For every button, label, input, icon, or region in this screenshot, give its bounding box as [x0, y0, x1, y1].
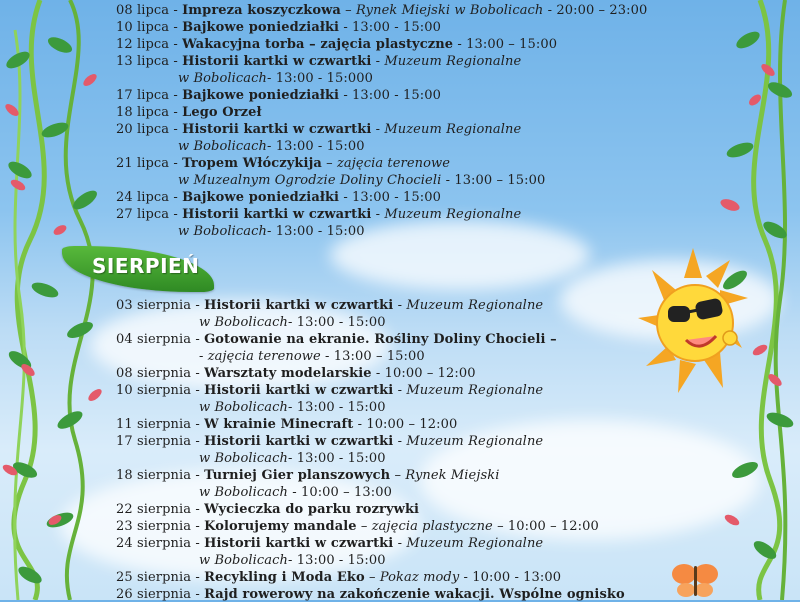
schedule-entry — [116, 298, 543, 313]
entry-date: 10 sierpnia - — [116, 383, 205, 398]
entry-title: Gotowanie na ekranie. Rośliny Doliny Chocieli – — [204, 332, 557, 347]
entry-place: Muzeum Regionalne — [406, 298, 544, 313]
entry-title: Bajkowe poniedziałki — [182, 190, 340, 205]
entry-place: w Bobolicach — [199, 400, 288, 415]
entry-time: - 13:00 – 15:00 — [441, 173, 546, 188]
entry-separator: - — [393, 383, 407, 398]
schedule-entry — [116, 434, 543, 449]
entry-date: 17 sierpnia - — [116, 434, 205, 449]
entry-date: 10 lipca - — [116, 20, 183, 35]
schedule-entry — [116, 105, 262, 120]
entry-place: w Bobolicach — [178, 224, 267, 239]
sun-with-sunglasses-icon — [638, 248, 748, 398]
entry-time: - 13:00 - 15:00 — [288, 451, 386, 466]
entry-time: - 13:00 - 15:00 — [267, 139, 365, 154]
entry-title: Recykling i Moda Eko — [204, 570, 365, 585]
entry-place: w Muzealnym Ogrodzie Doliny Chocieli — [178, 173, 442, 188]
entry-date: 22 sierpnia - — [116, 502, 205, 517]
schedule-entry-continuation — [178, 173, 545, 188]
schedule-entry — [116, 502, 419, 517]
entry-place: Rynek Miejski w Bobolicach — [356, 3, 544, 18]
entry-place: Muzeum Regionalne — [406, 383, 544, 398]
entry-title: Historii kartki w czwartki — [182, 122, 372, 137]
entry-title: Historii kartki w czwartki — [182, 207, 372, 222]
entry-time: - 13:00 - 15:00 — [339, 190, 441, 205]
entry-place: Muzeum Regionalne — [384, 54, 522, 69]
schedule-entry — [116, 536, 543, 551]
entry-date: 08 sierpnia - — [116, 366, 205, 381]
schedule-entry-continuation — [199, 349, 425, 364]
entry-title: Historii kartki w czwartki — [204, 536, 394, 551]
entry-place: Muzeum Regionalne — [406, 434, 544, 449]
entry-time: - 13:00 – 15:00 — [453, 37, 558, 52]
entry-date: 17 lipca - — [116, 88, 183, 103]
schedule-entry-continuation — [199, 553, 386, 568]
schedule-entry-continuation — [199, 485, 392, 500]
entry-title: Historii kartki w czwartki — [204, 298, 394, 313]
entry-title: Historii kartki w czwartki — [204, 434, 394, 449]
entry-separator: – — [321, 156, 337, 171]
schedule-entry — [116, 88, 441, 103]
schedule-entry-continuation — [178, 224, 365, 239]
entry-place: w Bobolicach — [199, 315, 288, 330]
entry-place: w Bobolicach — [178, 71, 267, 86]
entry-time: - 10:00 - 13:00 — [459, 570, 562, 585]
entry-place: Muzeum Regionalne — [384, 207, 522, 222]
entry-date: 08 lipca - — [116, 3, 183, 18]
entry-time: - 13:00 - 15:00 — [339, 88, 441, 103]
month-heading-august: SIERPIEŃ — [92, 254, 200, 278]
entry-date: 21 lipca - — [116, 156, 183, 171]
schedule-entry-continuation — [178, 139, 365, 154]
schedule-entry-continuation — [178, 71, 373, 86]
entry-date: 12 lipca - — [116, 37, 183, 52]
schedule-entry — [116, 190, 441, 205]
schedule-entry — [116, 468, 500, 483]
schedule-entry — [116, 417, 457, 432]
entry-separator: - — [371, 54, 385, 69]
entry-date: 24 lipca - — [116, 190, 183, 205]
entry-title: Historii kartki w czwartki — [182, 54, 372, 69]
entry-title: W krainie Minecraft — [204, 417, 354, 432]
entry-time: - 13:00 - 15:000 — [267, 71, 373, 86]
schedule-entry — [116, 332, 557, 347]
entry-separator: – — [340, 3, 356, 18]
entry-date: 18 sierpnia - — [116, 468, 205, 483]
entry-time: - 13:00 - 15:00 — [288, 400, 386, 415]
entry-title: Impreza koszyczkowa — [182, 3, 341, 18]
entry-time: - 13:00 – 15:00 — [320, 349, 425, 364]
schedule-entry — [116, 3, 647, 18]
entry-date: 25 sierpnia - — [116, 570, 205, 585]
schedule-entry — [116, 37, 557, 52]
entry-date: 27 lipca - — [116, 207, 183, 222]
entry-separator: - — [371, 207, 385, 222]
butterfly-icon — [670, 560, 720, 600]
schedule-entry-continuation — [199, 315, 386, 330]
schedule-entry — [116, 20, 441, 35]
entry-title: Turniej Gier planszowych — [204, 468, 391, 483]
schedule-entry — [116, 207, 521, 222]
entry-date: 13 lipca - — [116, 54, 183, 69]
entry-date: 18 lipca - — [116, 105, 183, 120]
entry-date: 23 sierpnia - — [116, 519, 205, 534]
entry-date: 26 sierpnia - — [116, 587, 205, 602]
entry-place: Muzeum Regionalne — [384, 122, 522, 137]
entry-separator: – — [390, 468, 406, 483]
entry-time: - 13:00 - 15:00 — [288, 553, 386, 568]
entry-date: 20 lipca - — [116, 122, 183, 137]
entry-time: - 13:00 - 15:00 — [267, 224, 365, 239]
schedule-entry — [116, 519, 599, 534]
entry-place: Pokaz mody — [379, 570, 460, 585]
entry-place: Muzeum Regionalne — [406, 536, 544, 551]
entry-title: Kolorujemy mandale — [204, 519, 357, 534]
schedule-entry-continuation — [199, 400, 386, 415]
entry-title: Wakacyjna torba – zajęcia plastyczne — [182, 37, 454, 52]
entry-date: 24 sierpnia - — [116, 536, 205, 551]
entry-place: w Bobolicach — [199, 451, 288, 466]
entry-time: – 10:00 – 12:00 — [492, 519, 599, 534]
schedule-entry — [116, 54, 521, 69]
entry-time: - 13:00 - 15:00 — [339, 20, 441, 35]
schedule-entry — [116, 122, 521, 137]
entry-date: 03 sierpnia - — [116, 298, 205, 313]
entry-time: - 13:00 - 15:00 — [288, 315, 386, 330]
entry-separator: - — [393, 434, 407, 449]
entry-separator: – — [356, 519, 372, 534]
entry-place: w Bobolicach — [199, 485, 288, 500]
entry-place: Rynek Miejski — [405, 468, 500, 483]
entry-date: 11 sierpnia - — [116, 417, 205, 432]
cloud — [330, 220, 590, 290]
schedule-entry — [116, 383, 543, 398]
entry-title: Historii kartki w czwartki — [204, 383, 394, 398]
entry-place: w Bobolicach — [199, 553, 288, 568]
entry-title: Wycieczka do parku rozrywki — [204, 502, 420, 517]
entry-title: Tropem Włóczykija — [182, 156, 322, 171]
entry-place: - zajęcia terenowe — [199, 349, 321, 364]
schedule-entry — [116, 570, 561, 585]
entry-separator: – — [364, 570, 380, 585]
entry-title: Bajkowe poniedziałki — [182, 88, 340, 103]
vine-decoration-left — [0, 0, 120, 600]
entry-title: Warsztaty modelarskie — [204, 366, 372, 381]
entry-time: - 10:00 – 13:00 — [288, 485, 392, 500]
entry-title: Rajd rowerowy na zakończenie wakacji. Wspólne ognisko — [204, 587, 625, 602]
entry-separator: - — [371, 122, 385, 137]
entry-time: - 10:00 – 12:00 — [353, 417, 458, 432]
schedule-entry — [116, 366, 476, 381]
entry-separator: - — [393, 536, 407, 551]
entry-separator: - — [393, 298, 407, 313]
schedule-entry-continuation — [199, 451, 386, 466]
entry-place: w Bobolicach — [178, 139, 267, 154]
entry-time: - 10:00 – 12:00 — [371, 366, 476, 381]
entry-place: zajęcia terenowe — [336, 156, 451, 171]
entry-place: zajęcia plastyczne — [371, 519, 493, 534]
entry-date: 04 sierpnia - — [116, 332, 205, 347]
entry-title: Bajkowe poniedziałki — [182, 20, 340, 35]
entry-title: Lego Orzeł — [182, 105, 262, 120]
entry-time: - 20:00 – 23:00 — [543, 3, 648, 18]
schedule-entry — [116, 156, 450, 171]
